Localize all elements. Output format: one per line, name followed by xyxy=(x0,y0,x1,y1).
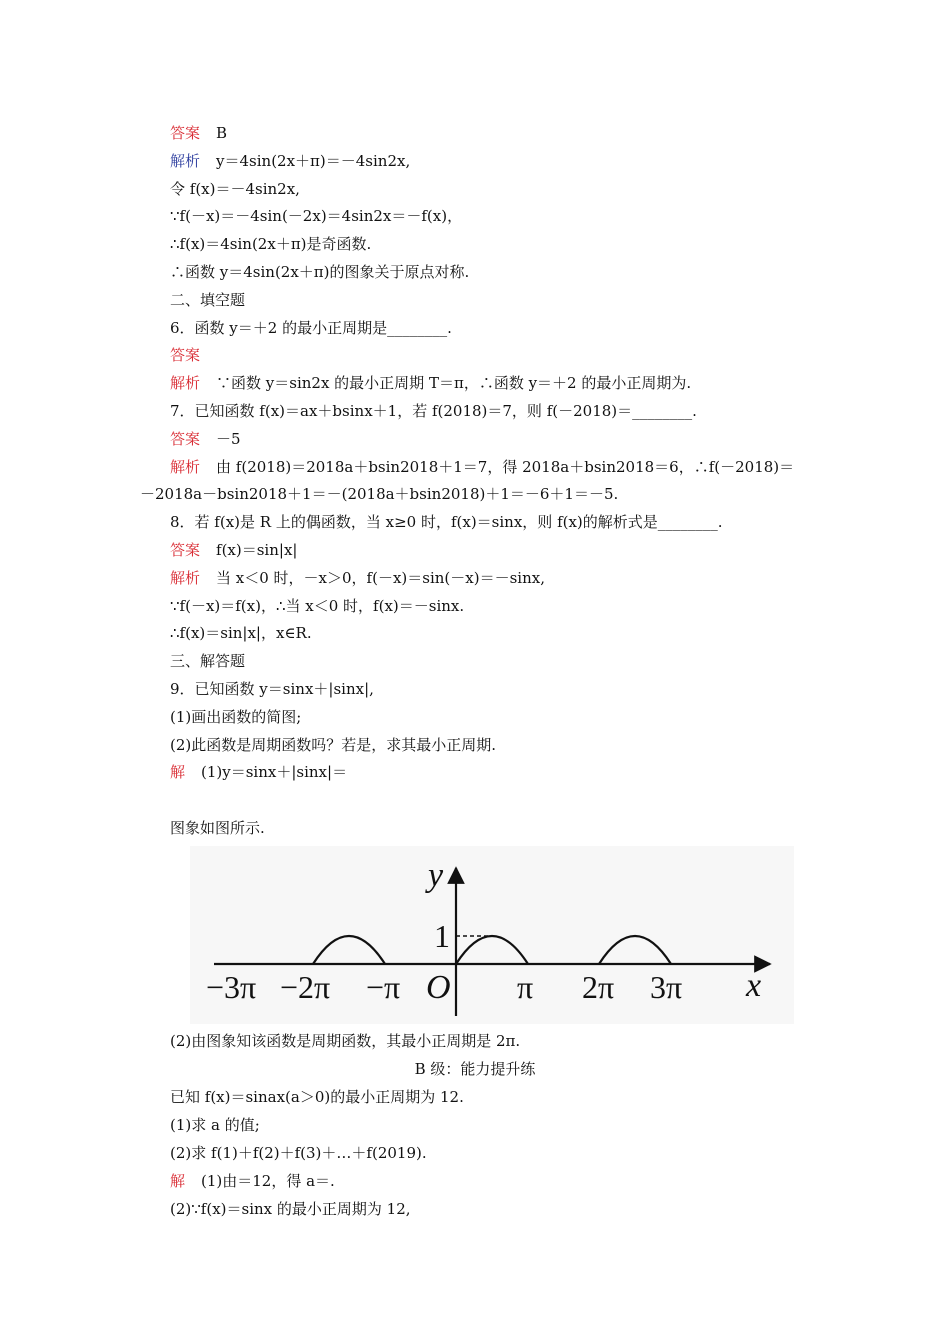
text-line xyxy=(170,373,691,393)
text-line xyxy=(170,596,464,616)
answer-label: 解 xyxy=(170,763,186,782)
line-text: 9．已知函数 y＝sinx＋|sinx|, xyxy=(170,680,374,698)
text-line xyxy=(170,401,697,421)
line-text: 7．已知函数 f(x)＝ax＋bsinx＋1，若 f(2018)＝7，则 f(－2018)＝________. xyxy=(170,402,697,420)
text-line xyxy=(170,123,227,143)
text-line xyxy=(170,762,347,782)
text-line xyxy=(170,457,794,477)
line-text: ∴f(x)＝sin|x|，x∈R. xyxy=(170,624,312,643)
text-line xyxy=(170,290,245,310)
line-text: (1)画出函数的简图; xyxy=(170,707,302,726)
graph-caption: 图象如图所示. xyxy=(170,819,265,837)
line-text: ∵函数 y＝sin2x 的最小正周期 T＝π，∴函数 y＝＋2 的最小正周期为. xyxy=(216,374,692,393)
text-line xyxy=(170,318,452,338)
line-text: 由 f(2018)＝2018a＋bsin2018＋1＝7，得 2018a＋bsin2018＝6，∴f(－2018)＝ xyxy=(216,457,795,476)
line-text: (1)y＝sinx＋|sinx|＝ xyxy=(201,763,348,782)
text-line xyxy=(170,512,723,532)
curve-arch-neg2pi-negpi xyxy=(313,936,385,964)
text-line xyxy=(170,429,241,449)
text-line xyxy=(170,151,410,171)
text-line xyxy=(170,1087,464,1107)
line-text: ∴f(x)＝4sin(2x＋π)是奇函数. xyxy=(170,235,372,254)
line-text: (2)∵f(x)＝sinx 的最小正周期为 12, xyxy=(170,1200,411,1218)
text-line xyxy=(170,206,462,226)
line-text: y＝4sin(2x＋π)＝－4sin2x, xyxy=(216,151,411,170)
text-line xyxy=(170,707,301,727)
curve-arch-0-pi xyxy=(456,936,528,964)
line-text: 令 f(x)＝－4sin2x, xyxy=(170,179,300,198)
x-axis-label: x xyxy=(746,967,762,1004)
line-text: 当 x＜0 时，－x＞0，f(－x)＝sin(－x)＝－sinx, xyxy=(216,568,545,587)
text-line xyxy=(170,1143,427,1163)
line-text: (2)由图象知该函数是周期函数，其最小正周期是 2π. xyxy=(170,1032,521,1050)
line-text: 8．若 f(x)是 R 上的偶函数，当 x≥0 时，f(x)＝sinx，则 f(x)的解析式是________. xyxy=(170,513,723,532)
line-text: －2018a－bsin2018＋1＝－(2018a＋bsin2018)＋1＝－6＋1＝－5. xyxy=(140,485,619,504)
text-line xyxy=(170,345,216,365)
x-tick-label-pi: π xyxy=(517,969,534,1005)
text-line xyxy=(170,651,245,671)
line-text: ∴函数 y＝4sin(2x＋π)的图象关于原点对称. xyxy=(170,263,470,281)
function-graph xyxy=(190,846,794,1024)
x-tick-label-neg3pi: −3π xyxy=(206,969,257,1005)
line-text: B xyxy=(216,124,228,142)
answer-label: 答案 xyxy=(170,429,201,448)
x-tick-label-neg2pi: −2π xyxy=(280,969,331,1005)
x-tick-label-2pi: 2π xyxy=(582,969,615,1005)
answer-label: 解析 xyxy=(170,568,201,587)
text-line xyxy=(140,484,618,504)
origin-label: O xyxy=(426,969,451,1006)
text-line xyxy=(0,1059,950,1079)
text-line xyxy=(170,623,312,643)
line-text: 三、解答题 xyxy=(170,652,246,671)
line-text: 已知 f(x)＝sinax(a＞0)的最小正周期为 12. xyxy=(170,1088,464,1106)
answer-label: 解析 xyxy=(170,151,201,170)
line-text: (2)此函数是周期函数吗？若是，求其最小正周期. xyxy=(170,735,497,754)
answer-label: 解析 xyxy=(170,374,201,393)
answer-label: 答案 xyxy=(170,541,201,559)
answer-label: 答案 xyxy=(170,124,201,142)
line-text: (2)求 f(1)＋f(2)＋f(3)＋…＋f(2019). xyxy=(170,1144,427,1162)
text-line xyxy=(170,1115,260,1135)
text-line xyxy=(170,540,297,560)
text-line xyxy=(170,735,496,755)
text-line xyxy=(170,262,469,282)
line-text: f(x)＝sin|x| xyxy=(216,541,298,559)
line-text: ∵f(－x)＝－4sin(－2x)＝4sin2x＝－f(x)， xyxy=(170,207,463,226)
line-text: 二、填空题 xyxy=(170,290,246,309)
text-line xyxy=(170,679,374,699)
y-tick-label-1: 1 xyxy=(434,918,450,954)
y-axis-label: y xyxy=(428,857,444,894)
line-text: －5 xyxy=(216,429,241,448)
line-text: (1)由＝12，得 a＝. xyxy=(201,1172,335,1190)
line-text: ∵f(－x)＝f(x)，∴当 x＜0 时，f(x)＝－sinx. xyxy=(170,596,465,615)
text-line xyxy=(170,179,300,199)
answer-label: 解析 xyxy=(170,457,201,476)
text-line xyxy=(170,1199,411,1219)
x-tick-label-negpi: −π xyxy=(366,969,401,1005)
line-text: (1)求 a 的值; xyxy=(170,1116,260,1134)
curve-arch-2pi-3pi xyxy=(599,936,671,964)
text-line xyxy=(170,234,371,254)
line-text: 6．函数 y＝＋2 的最小正周期是________. xyxy=(170,318,452,337)
text-line xyxy=(170,1031,520,1051)
text-line xyxy=(170,1171,335,1191)
text-line xyxy=(170,568,545,588)
answer-label: 答案 xyxy=(170,346,201,365)
line-text: B 级：能力提升练 xyxy=(414,1060,536,1078)
answer-label: 解 xyxy=(170,1172,186,1190)
x-tick-label-3pi: 3π xyxy=(650,969,683,1005)
